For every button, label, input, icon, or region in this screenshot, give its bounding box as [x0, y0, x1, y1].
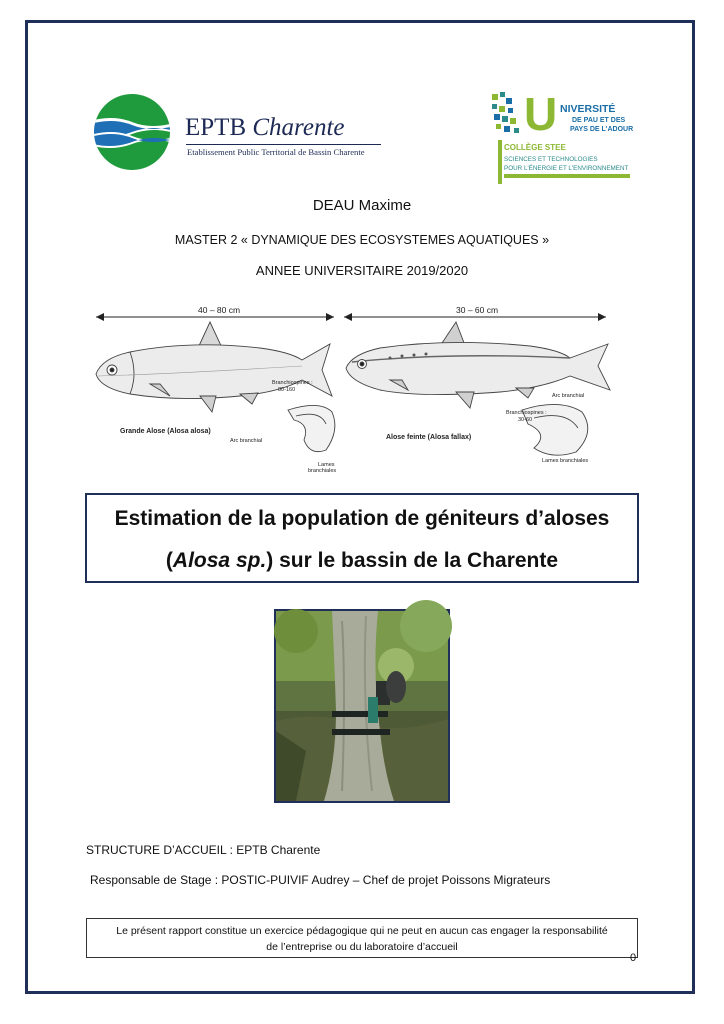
svg-text:PAYS DE L'ADOUR: PAYS DE L'ADOUR — [570, 126, 634, 133]
disclaimer-line2: de l’entreprise ou du laboratoire d’accueil — [266, 941, 458, 953]
academic-year: ANNEE UNIVERSITAIRE 2019/2020 — [255, 263, 469, 278]
svg-text:Branchiospines :: Branchiospines : — [272, 380, 313, 386]
eptb-logo-title: EPTB Charente — [185, 114, 345, 141]
svg-text:Lames branchiales: Lames branchiales — [542, 458, 589, 464]
host-structure: STRUCTURE D’ACCUEIL : EPTB Charente — [86, 843, 321, 857]
left-size-label: 40 – 80 cm — [198, 305, 241, 315]
svg-text:NIVERSITÉ: NIVERSITÉ — [560, 103, 616, 115]
report-title-box — [85, 493, 639, 583]
alose-feinte-label: Alose feinte (Alosa fallax) — [386, 434, 472, 441]
svg-text:DE PAU ET DES: DE PAU ET DES — [572, 117, 626, 124]
uppa-college-bar — [498, 140, 502, 184]
report-title-line1: Estimation de la population de géniteurs d’aloses — [114, 507, 610, 530]
grande-alose-label: Grande Alose (Alosa alosa) — [120, 428, 211, 435]
page-number: 0 — [630, 952, 637, 964]
uppa-u-letter: U — [524, 88, 558, 140]
disclaimer-line1: Le présent rapport constitue un exercice pédagogique qui ne peut en aucun cas engager la responsabilité — [116, 925, 608, 937]
svg-text:COLLÈGE STEE: COLLÈGE STEE — [504, 143, 566, 152]
svg-text:80-160: 80-160 — [278, 387, 296, 393]
svg-text:30-60: 30-60 — [518, 417, 533, 423]
grande-alose-fish — [96, 322, 332, 412]
svg-text:Arc branchial: Arc branchial — [552, 393, 585, 399]
disclaimer-box — [86, 918, 638, 958]
eptb-logo-subtitle: Etablissement Public Territorial de Bassin Charente — [187, 147, 365, 157]
svg-text:Lames: Lames — [318, 462, 335, 468]
grande-alose-gill-inset — [288, 405, 335, 451]
tree-hydrophone-photo — [274, 609, 450, 803]
report-title-line2: (Alosa sp.) sur le bassin de la Charente — [165, 549, 559, 572]
svg-text:branchiales: branchiales — [308, 468, 337, 474]
internship-supervisor: Responsable de Stage : POSTIC-PUIVIF Audrey – Chef de projet Poissons Migrateurs — [90, 873, 551, 887]
uppa-pixel-pattern — [492, 92, 519, 133]
author-name: DEAU Maxime — [312, 197, 412, 214]
svg-text:SCIENCES ET TECHNOLOGIES: SCIENCES ET TECHNOLOGIES — [504, 156, 598, 163]
svg-text:POUR L'ÉNERGIE ET L'ENVIRONNEM: POUR L'ÉNERGIE ET L'ENVIRONNEMENT — [504, 165, 629, 172]
master-program: MASTER 2 « DYNAMIQUE DES ECOSYSTEMES AQUATIQUES » — [174, 233, 550, 247]
shad-species-illustration — [90, 300, 620, 474]
uppa-logo — [490, 90, 640, 190]
svg-text:Arc branchial: Arc branchial — [230, 438, 263, 444]
right-size-label: 30 – 60 cm — [456, 305, 499, 315]
svg-text:Branchiospines :: Branchiospines : — [506, 410, 547, 416]
eptb-logo-rule — [186, 144, 381, 145]
